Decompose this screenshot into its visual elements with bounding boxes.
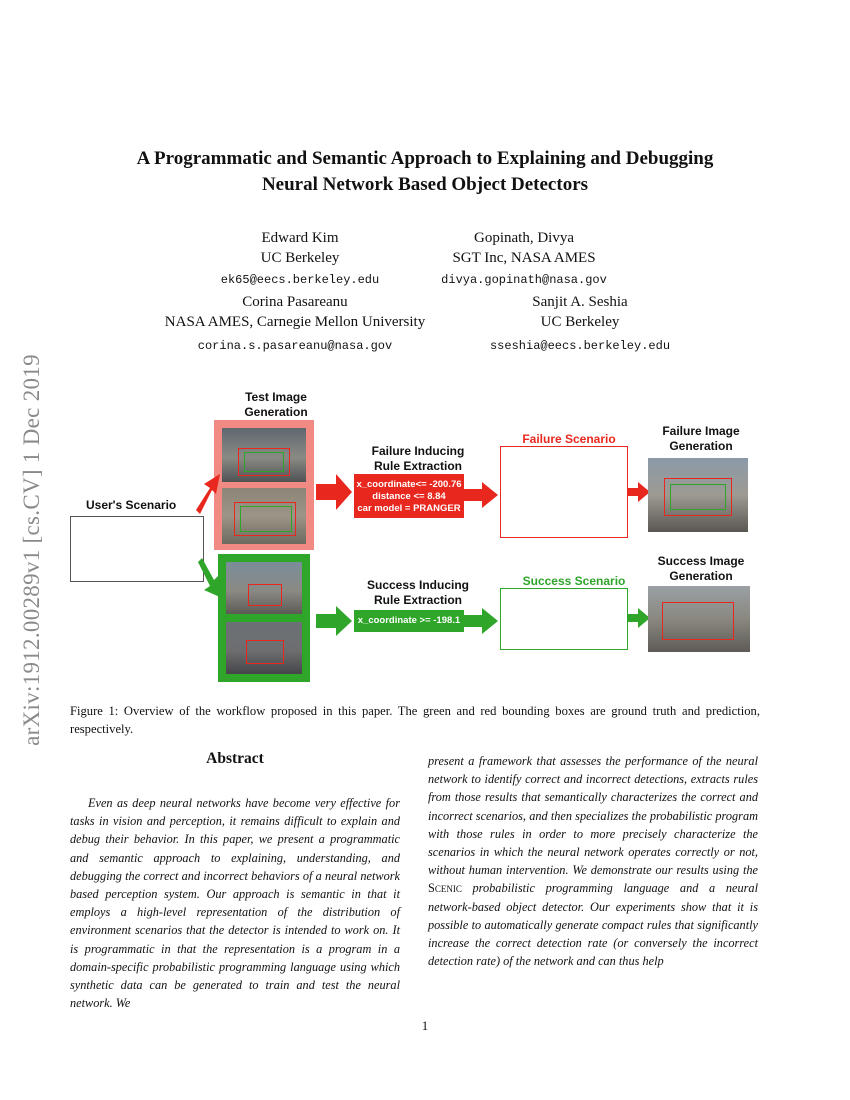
failure-test-panel [214, 420, 314, 550]
green-arrow-right [464, 608, 498, 634]
failure-generated-image [648, 458, 748, 532]
failure-image-gen-label: Failure Image Generation [662, 424, 740, 453]
author-email: ek65@eecs.berkeley.edu [220, 273, 380, 287]
success-rule-label: Success Inducing Rule Extraction [366, 578, 470, 607]
test-image [222, 428, 306, 482]
author-name: Sanjit A. Seshia [532, 294, 628, 310]
prediction-box [248, 584, 282, 606]
success-rule: x_coordinate >= -198.1 [357, 615, 461, 626]
green-arrow-down [198, 558, 222, 598]
author-email: divya.gopinath@nasa.gov [441, 273, 607, 287]
failure-rules-box [354, 474, 464, 518]
test-image-gen-label: Test Image Generation [244, 390, 308, 419]
abstract-text: probabilistic programming language and a neural network-based object detector. Our experiments show that it is possible to automatically generate compact rules that significantly increase the correct detection rate (or conversely the incorrect detection rate) of the network and can thus help [428, 881, 758, 969]
author-email: corina.s.pasareanu@nasa.gov [197, 339, 393, 353]
figure-caption: Figure 1: Overview of the workflow proposed in this paper. The green and red bounding boxes are ground truth and prediction, respectively. [70, 704, 760, 736]
author-name: Edward Kim [261, 230, 339, 246]
failure-rule: car model = PRANGER [357, 503, 461, 514]
red-arrow-right [316, 474, 352, 510]
paper-title [60, 146, 790, 198]
success-generated-image [648, 586, 750, 652]
red-arrow-up [196, 474, 220, 514]
arxiv-stamp: arXiv:1912.00289v1 [cs.CV] 1 Dec 2019 [19, 354, 44, 746]
scenic-name: Scenic [428, 881, 462, 896]
users-scenario-label: User's Scenario [86, 498, 177, 512]
failure-rule-label: Failure Inducing Rule Extraction [371, 444, 465, 473]
author-affiliation: NASA AMES, Carnegie Mellon University [164, 314, 426, 330]
author-4 [450, 292, 710, 356]
author-affiliation: UC Berkeley [260, 250, 340, 266]
success-image-gen-label: Success Image Generation [657, 554, 745, 583]
title-line-1: A Programmatic and Semantic Approach to Explaining and Debugging [136, 148, 714, 169]
test-image [226, 562, 302, 614]
author-name: Gopinath, Divya [474, 230, 574, 246]
author-name: Corina Pasareanu [242, 294, 348, 310]
red-arrow-right [464, 482, 498, 508]
abstract-paragraph: Even as deep neural networks have become very effective for tasks in vision and perception, it remains difficult to explain and debug their behavior. In this paper, we present a programmatic and semantic approach to explaining, understanding, and debugging the correct and incorrect behaviors of a neural network based perception system. Our approach is semantic in that it employs a high-level representation of the distribution of environment scenarios that the detector is intended to work on. It is programmatic in that the representation is a program in a domain-specific probabilistic programming language using which synthetic data can be generated to train and test the neural network. We [70, 796, 400, 1011]
prediction-box [664, 478, 732, 516]
author-1 [170, 228, 430, 290]
success-test-panel [218, 554, 310, 682]
prediction-box [238, 448, 290, 476]
prediction-box [662, 602, 734, 640]
success-rules-box [354, 610, 464, 632]
test-image [226, 622, 302, 674]
failure-scenario-label: Failure Scenario [522, 432, 616, 446]
author-affiliation: SGT Inc, NASA AMES [452, 250, 596, 266]
abstract-right-column [428, 752, 758, 970]
users-scenario-code [70, 516, 204, 582]
abstract-paragraph [428, 752, 758, 970]
title-line-2: Neural Network Based Object Detectors [261, 174, 589, 195]
test-image [222, 488, 306, 544]
page-number: 1 [421, 1018, 429, 1033]
author-email: sseshia@eecs.berkeley.edu [489, 339, 671, 353]
red-arrow-right [628, 482, 650, 502]
abstract-heading: Abstract [206, 750, 264, 767]
green-arrow-right [316, 606, 352, 636]
abstract-text: present a framework that assesses the performance of the neural network to identify correct and incorrect detections, extracts rules from those results that semantically characterizes the correct and incorrect scenarios, and then specializes the probabilistic program with those rules in order to more precisely characterize the scenarios in which the neural network operates correctly or not, without human intervention. We demonstrate our results using the [428, 754, 758, 878]
failure-scenario-code [500, 446, 628, 538]
abstract-left-column [70, 794, 400, 1012]
figure-1 [68, 386, 788, 686]
failure-rule: x_coordinate<= -200.76 [356, 479, 462, 490]
prediction-box [234, 502, 296, 536]
author-3 [130, 292, 460, 356]
prediction-box [246, 640, 284, 664]
author-affiliation: UC Berkeley [540, 314, 620, 330]
author-2 [394, 228, 654, 290]
green-arrow-right [628, 608, 650, 628]
failure-rule: distance <= 8.84 [372, 491, 446, 502]
success-scenario-code [500, 588, 628, 650]
success-scenario-label: Success Scenario [522, 574, 626, 588]
